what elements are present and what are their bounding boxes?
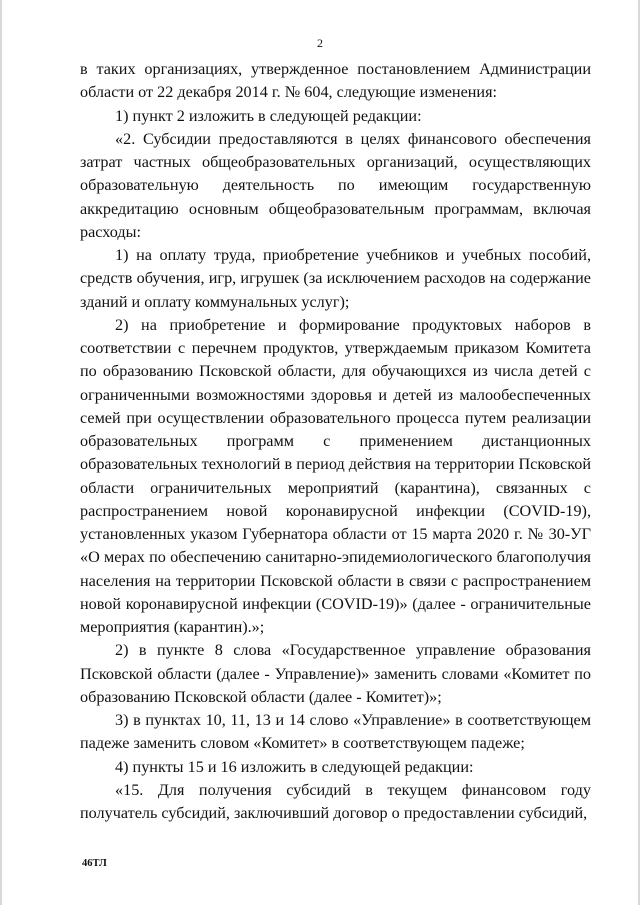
scan-left-edge	[0, 0, 2, 905]
page-number: 2	[317, 36, 323, 50]
document-body	[80, 58, 591, 825]
paragraph-subitem-2: 2) на приобретение и формирование продуктовых наборов в соответствии с перечнем продуктов, утверждаемым приказом Комитета по образованию Псковской области, для обучающихся из числа детей с ограниченными возможностями здоровья и детей из малообеспеченных семей при осуществлении образовательного процесса путем реализации образовательных программ с применением дистанционных образовательных технологий в период действия на территории Псковской области ограничительных мероприятий (карантина), связанных с распространением новой коронавирусной инфекции (COVID-19), установленных указом Губернатора области от 15 марта 2020 г. № 30-УГ «О мерах по обеспечению санитарно-эпидемиологического благополучия населения на территории Псковской области в связи с распространением новой коронавирусной инфекции (COVID-19)» (далее - ограничительные мероприятия (карантин).»;	[80, 315, 591, 636]
paragraph-item-1: 1) пункт 2 изложить в следующей редакции:	[115, 106, 422, 125]
paragraph-subitem-1: 1) на оплату труда, приобретение учебников и учебных пособий, средств обучения, игр, игрушек (за исключением расходов на содержание зданий и оплату коммунальных услуг);	[80, 246, 591, 311]
paragraph-item-2: 2) в пункте 8 слова «Государственное управление образования Псковской области (далее - Управление)» заменить словами «Комитет по образованию Псковской области (далее - Комитет)»;	[80, 641, 591, 706]
paragraph-intro: в таких организациях, утвержденное постановлением Администрации области от 22 декабря 2014 г. № 604, следующие изменения:	[80, 60, 591, 102]
paragraph-clause-2: «2. Субсидии предоставляются в целях финансового обеспечения затрат частных общеобразовательных организаций, осуществляющих образовательную деятельность по имеющим государственную аккредитацию основным общеобразовательным программам, включая расходы:	[80, 129, 591, 241]
document-code: 46ТЛ	[82, 858, 107, 869]
paragraph-item-4: 4) пункты 15 и 16 изложить в следующей редакции:	[115, 757, 474, 776]
paragraph-clause-15: «15. Для получения субсидий в текущем финансовом году получатель субсидий, заключивший договор о предоставлении субсидий,	[80, 780, 591, 822]
paragraph-item-3: 3) в пунктах 10, 11, 13 и 14 слово «Управление» в соответствующем падеже заменить словом «Комитет» в соответствующем падеже;	[80, 711, 591, 753]
